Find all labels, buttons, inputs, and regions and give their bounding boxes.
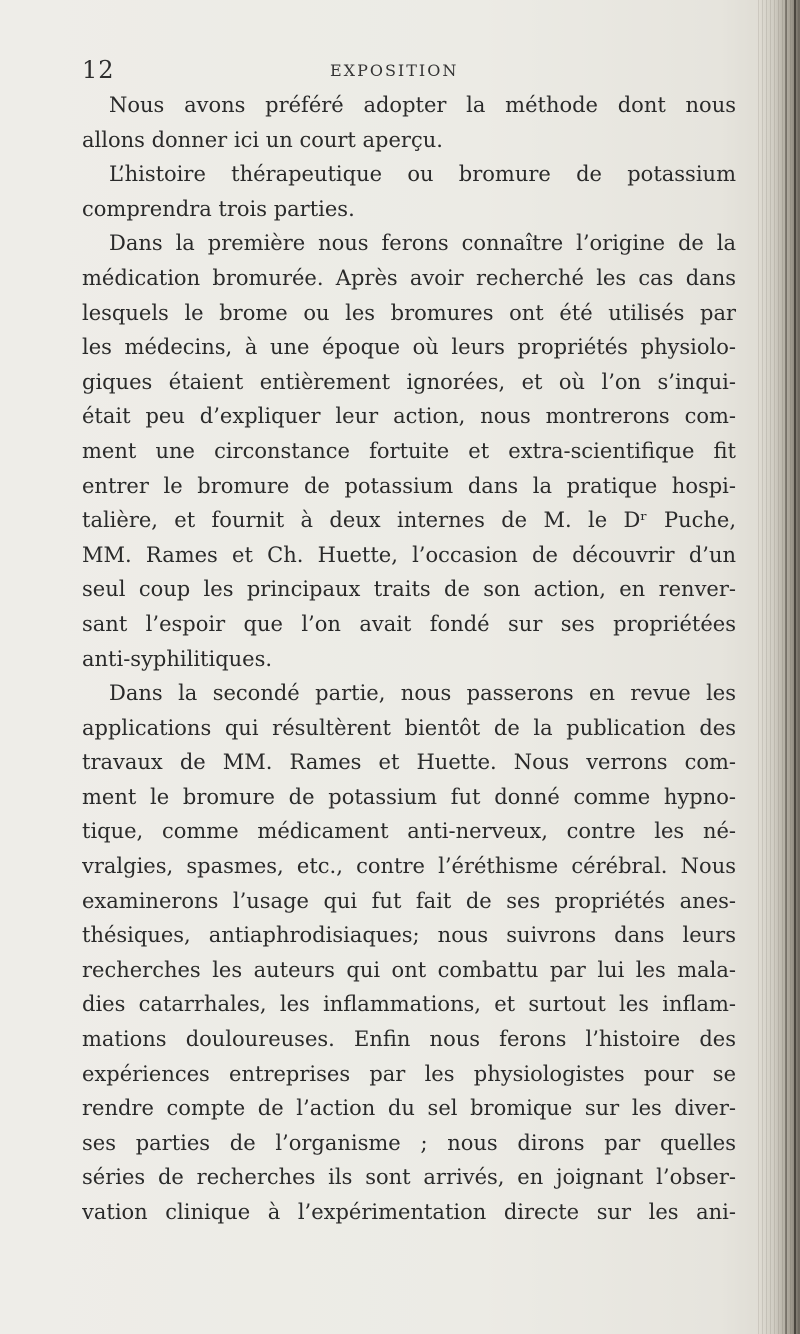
text-line: giques étaient entièrement ignorées, et où l’on s’inqui- [82,369,736,394]
page-edge [758,0,800,1334]
text-line: thésiques, antiaphrodisiaques; nous suivrons dans leurs [82,923,736,948]
text-line: rendre compte de l’action du sel bromique sur les diver- [82,1096,736,1121]
text-line: Dans la première nous ferons connaître l’origine de la [109,231,736,256]
text-line: ment le bromure de potassium fut donné comme hypno- [82,784,736,809]
text-line: les médecins, à une époque où leurs propriétés physiolo- [82,335,736,360]
text-line: ses parties de l’organisme ; nous dirons par quelles [82,1130,736,1155]
text-line: mations douloureuses. Enfin nous ferons l’histoire des [82,1027,736,1052]
page-header [82,56,732,86]
text-line: anti-syphilitiques. [82,646,273,671]
text-line: examinerons l’usage qui fut fait de ses propriétés anes- [82,888,736,913]
page-edge-line [794,0,796,1334]
text-line: lesquels le brome ou les bromures ont été utilisés par [82,300,736,325]
text-line: vation clinique à l’expérimentation directe sur les ani- [82,1200,736,1224]
text-line: Nous avons préféré adopter la méthode dont nous [109,93,736,117]
text-line: dies catarrhales, les inflammations, et surtout les inflam- [82,992,736,1017]
text-line: expériences entreprises par les physiologistes pour se [82,1061,736,1086]
page-edge-line [785,0,787,1334]
text-line: allons donner ici un court aperçu. [82,127,443,152]
text-line: travaux de MM. Rames et Huette. Nous verrons com- [82,750,736,775]
text-line: ment une circonstance fortuite et extra-scientifique fit [82,438,736,463]
text-line: sant l’espoir que l’on avait fondé sur ses propriétées [82,611,736,636]
text-line: séries de recherches ils sont arrivés, en joignant l’obser- [82,1165,736,1190]
text-line: vralgies, spasmes, etc., contre l’éréthisme cérébral. Nous [82,854,736,879]
text-line: talière, et fournit à deux internes de M. le Dʳ Puche, [82,508,736,533]
text-line: médication bromurée. Après avoir recherché les cas dans [82,265,736,290]
text-line: était peu d’expliquer leur action, nous montrerons com- [82,404,736,429]
text-line: applications qui résultèrent bientôt de la publication des [82,715,736,740]
text-line: entrer le bromure de potassium dans la pratique hospi- [82,473,736,498]
text-line: tique, comme médicament anti-nerveux, contre les né- [82,819,736,844]
text-line: L’histoire thérapeutique ou bromure de potassium [109,162,736,187]
body-text [82,88,736,1230]
text-line: MM. Rames et Ch. Huette, l’occasion de découvrir d’un [82,542,736,567]
running-title: EXPOSITION [330,61,459,80]
text-line: recherches les auteurs qui ont combattu par lui les mala- [82,957,736,982]
text-line: seul coup les principaux traits de son action, en renver- [82,577,736,602]
text-line: comprendra trois parties. [82,196,355,221]
page-number: 12 [82,56,115,84]
text-line: Dans la secondé partie, nous passerons en revue les [109,681,736,706]
